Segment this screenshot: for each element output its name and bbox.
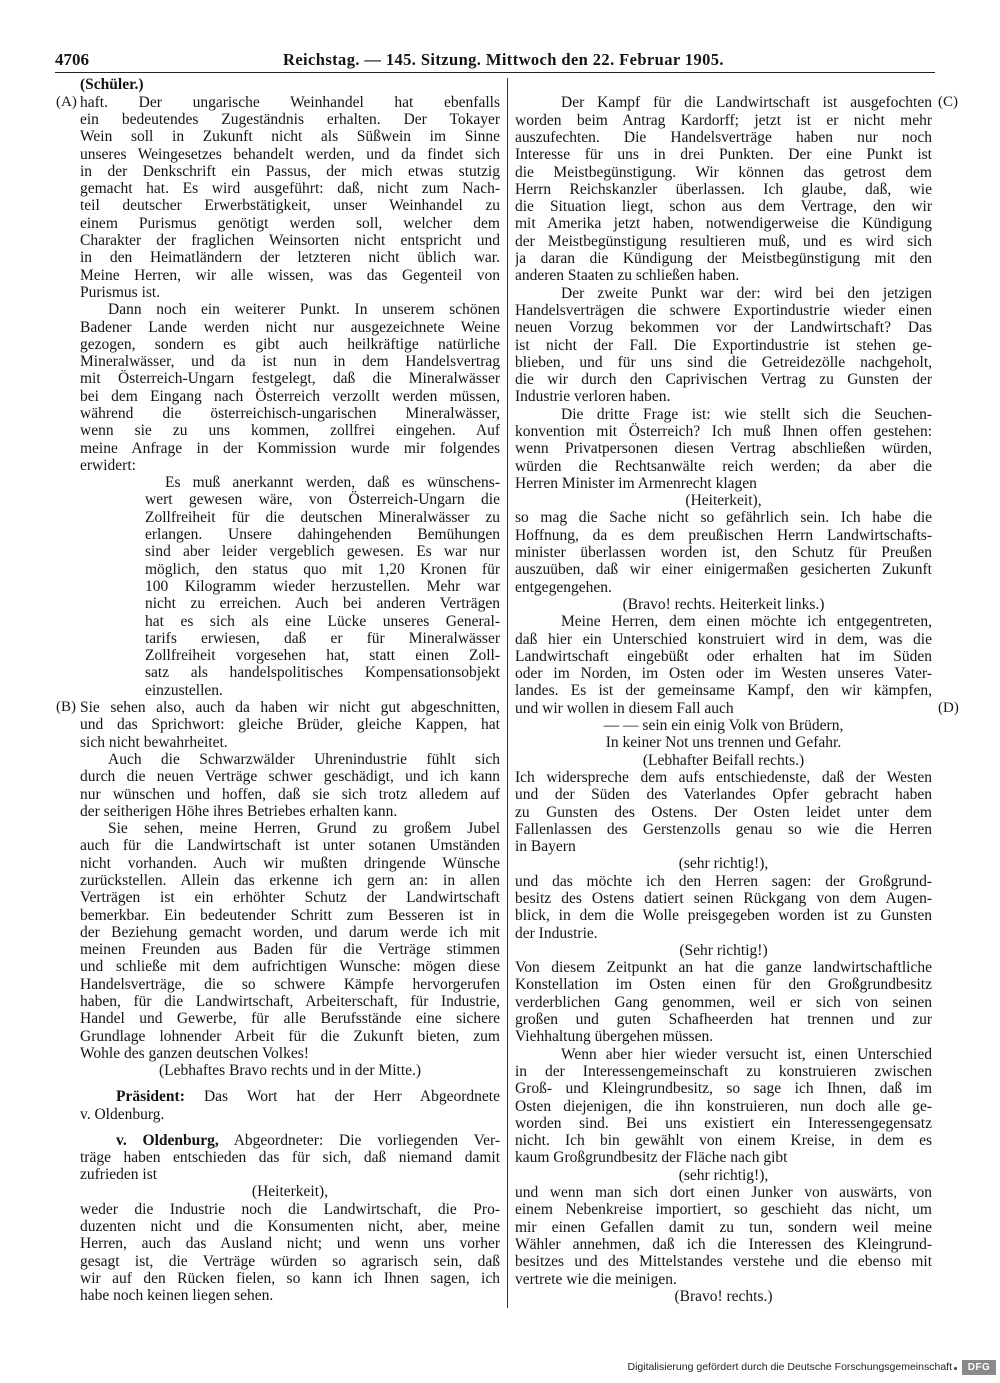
quoted-text-line: satz als handelspolitisches Kompensationsobjekt <box>145 664 500 682</box>
text-line: verderblichen Gang genommen, weil er sich von seinen <box>515 993 932 1011</box>
text-line: während die österreichisch-ungarischen Mineralwässer, <box>80 404 500 422</box>
text-line: erwidert: <box>80 456 136 474</box>
separator-dot <box>954 1367 957 1370</box>
interjection-line: (Sehr richtig!) <box>679 941 768 959</box>
text-line: großen und guten Schafheerden hat trennen und zur <box>515 1011 932 1029</box>
text-line: Purismus ist. <box>80 283 161 301</box>
text-line: Mineralwässer, und da ist nun in dem Handelsvertrag <box>80 353 500 371</box>
text-line: meinen Freunden aus Baden für die Verträge stimmen <box>80 941 500 959</box>
speaker-name: Präsident: <box>116 1088 185 1106</box>
quoted-text-line: sind aber leider vergeblich gewesen. Es war nur <box>145 543 500 561</box>
text-line: gesagt ist, die Verträge würden so agrarisch sein, daß <box>80 1252 500 1270</box>
text-line: Viehhaltung übergehen müssen. <box>515 1028 714 1046</box>
text-line: so mag die Sache nicht so gefährlich sein. Ich habe die <box>515 509 932 527</box>
text-line: gezogen, sondern es gibt auch heilkräftige natürliche <box>80 335 500 353</box>
text-line: Meine Herren, wir alle wissen, was das Gegenteil von <box>80 266 500 284</box>
text-line: wenn sie zu uns kommen, zollfrei eingehen. Auf <box>80 422 500 440</box>
text-line: die wir durch den Caprivischen Vertrag zu Gunsten der <box>515 371 932 389</box>
text-line: Herren, auch das Ausland nicht; und wenn uns vorher <box>80 1235 500 1253</box>
paragraph-first-line: Der Kampf für die Landwirtschaft ist ausgefochten <box>561 94 932 112</box>
text-line: der Industrie. <box>515 924 598 942</box>
text-line: Wein soll in Zukunft nicht als Süßwein im Sinne <box>80 128 500 146</box>
text-line: Interesse für uns in drei Punkten. Der eine Punkt ist <box>515 146 932 164</box>
text-line: der Beziehung gemacht worden, und darum werde ich mit <box>80 923 500 941</box>
text-line: auszufechten. Die Handelsverträge haben nur noch <box>515 128 932 146</box>
text-line: zufrieden ist <box>80 1166 158 1184</box>
text-line: mir einen Gefallen damit zu tun, sondern weil meine <box>515 1218 932 1236</box>
text-line: nicht. Ich bin gewählt von einem Kreise, in dem es <box>515 1132 932 1150</box>
text-line: minister überlassen worden ist, den Schutz für Preußen <box>515 544 932 562</box>
text-line: Verträgen ist ein erhöhter Schutz der Landwirtschaft <box>80 889 500 907</box>
text-line: unseres Weingesetzes behandelt werden, und da findet sich <box>80 145 500 163</box>
interjection-line: (Bravo! rechts.) <box>674 1287 773 1305</box>
text-line: Ich widerspreche dem aufs entschiedenste, daß der Westen <box>515 768 932 786</box>
page-number: 4706 <box>55 50 89 69</box>
text-line: bei dem Eingang nach Österreich verzollt werden müssen, <box>80 387 500 405</box>
text-line: haft. Der ungarische Weinhandel hat ebenfalls <box>80 93 500 111</box>
column-divider <box>507 78 508 1308</box>
text-line: weder die Industrie noch die Landwirtschaft, die Pro- <box>80 1200 500 1218</box>
text-line: blieben, und für uns sind die Getreidezölle nachgeholt, <box>515 353 932 371</box>
text-line: zu Gunsten des Ostens. Der Osten leidet unter dem <box>515 803 932 821</box>
text-line: Landwirtschaft eingebüßt oder erhalten hat im Süden <box>515 647 932 665</box>
text-line: entgegengehen. <box>515 578 612 596</box>
text-line: der Meistbegünstigung resultieren muß, und es wird sich <box>515 232 932 250</box>
interjection-line: In keiner Not uns trennen und Gefahr. <box>605 734 842 752</box>
paragraph-first-line: Die dritte Frage ist: wie stellt sich die Seuchen- <box>561 405 932 423</box>
speaker-line <box>80 1132 500 1149</box>
interjection-line: (sehr richtig!), <box>678 855 769 873</box>
text-line: Wohle des ganzen deutschen Volkes! <box>80 1044 309 1062</box>
margin-mark-b: (B) <box>56 699 76 715</box>
quoted-text-line: 100 Kilogramm wieder herzustellen. Mehr war <box>145 577 500 595</box>
paragraph-first-line: Meine Herren, dem einen möchte ich entgegentreten, <box>561 613 932 631</box>
text-line: die Meistbegünstigung. Wir können das getrost dem <box>515 163 932 181</box>
text-line: neuen Vorzug bekommen vor der Landwirtschaft? Das <box>515 319 932 337</box>
text-line: und wenn man sich dort einen Junker von auswärts, von <box>515 1184 932 1202</box>
text-line: in der Denkschrift ein Passus, der mich etwas stutzig <box>80 162 500 180</box>
text-line: blick, in dem die Wolle preisgegeben worden ist zu Gunsten <box>515 907 932 925</box>
quoted-text-line: erlangen. Unsere dahingehenden Bemühungen <box>145 526 500 544</box>
quoted-text-line: nicht zu erreichen. Auch bei anderen Verträgen <box>145 595 500 613</box>
interjection-line: (Heiterkeit), <box>251 1183 329 1201</box>
text-line: mit Amerika jetzt haben, notwendigerweise die Kündigung <box>515 215 932 233</box>
text-line: durch die neuen Verträge schwer geschädigt, und ich kann <box>80 768 500 786</box>
text-line: vertrete wie die meinigen. <box>515 1270 677 1288</box>
text-line: worden beim Antrag Kardorff; jetzt ist er nicht mehr <box>515 111 932 129</box>
text-line: oder im Norden, im Osten oder im Westen unseres Vater- <box>515 665 932 683</box>
text-line: und schließe mit dem aufrichtigen Wunsche: mögen diese <box>80 958 500 976</box>
paragraph-first-line: Der zweite Punkt war der: wird bei den jetzigen <box>561 284 932 302</box>
interjection-line: (Bravo! rechts. Heiterkeit links.) <box>622 595 825 613</box>
text-line: duzenten nicht und die Konsumenten nicht, aber, meine <box>80 1218 500 1236</box>
paragraph-first-line: Sie sehen, meine Herren, Grund zu großem Jubel <box>108 820 500 838</box>
paragraph-first-line: Wenn aber hier wieder versucht ist, einen Unterschied <box>561 1045 932 1063</box>
text-line: Herrn Reichskanzler überlassen. Ich glaube, daß, wie <box>515 180 932 198</box>
text-line: die Situation liegt, schon aus dem Vertrage, den wir <box>515 198 932 216</box>
left-text-column <box>80 76 500 1304</box>
text-line: Groß- und Kleingrundbesitz, so sage ich Ihnen, daß im <box>515 1080 932 1098</box>
text-line: Wähler annehmen, daß ich die Interessen des Kleingrund- <box>515 1235 932 1253</box>
quoted-text-line: hat es sich als eine Lücke unseres General- <box>145 612 500 630</box>
interjection-line: (Heiterkeit), <box>685 492 762 510</box>
text-line: auch für die Landwirtschaft ist unter sotanen Umständen <box>80 837 500 855</box>
text-line: sich nicht bewahrheitet. <box>80 733 228 751</box>
header-rule <box>55 72 935 73</box>
text-line: in der Interessengemeinschaft zu konstruieren zwischen <box>515 1062 932 1080</box>
quoted-text-line: Es muß anerkannt werden, daß es wünschens- <box>165 474 500 492</box>
text-line: Osten diejenigen, die ihn konstruieren, nun doch alle ge- <box>515 1097 932 1115</box>
speaker-heading: (Schüler.) <box>80 76 144 94</box>
text-line: Charakter der fraglichen Weinsorten nicht entspricht und <box>80 232 500 250</box>
text-line: landes. Es ist der gemeinsame Kampf, den wir kämpfen, <box>515 682 932 700</box>
text-line: v. Oldenburg. <box>80 1105 165 1123</box>
text-line: zurückstellen. Allein das erkenne ich gern an: in allen <box>80 872 500 889</box>
text-line: meine Anfrage in der Kommission wurde mir folgendes <box>80 439 500 457</box>
text-line: Handelsverträgen die schwere Exportindustrie wieder einen <box>515 301 932 319</box>
text-line: der seitherigen Höhe ihres Betriebes erhalten kann. <box>80 802 398 820</box>
speaker-line <box>80 1088 500 1105</box>
text-line: auszuüben, daß wir einer einigermaßen gesicherten Zukunft <box>515 561 932 579</box>
quoted-text-line: Zollfreiheit vorgesehen hat, statt einen Zoll- <box>145 647 500 665</box>
text-line: in Bayern <box>515 838 576 856</box>
quoted-text-line: Zollfreiheit für die deutschen Mineralwässer zu <box>145 508 500 526</box>
speaker-text: Das Wort hat der Herr Abgeordnete <box>184 1088 500 1106</box>
text-line: haben, für die Landwirtschaft, Arbeiterschaft, für Industrie, <box>80 993 500 1011</box>
text-line: nicht vorhanden. Auch wir mußten dringende Wünsche <box>80 854 500 872</box>
speaker-name: v. Oldenburg, <box>116 1131 219 1149</box>
text-line: Von diesem Zeitpunkt an hat die ganze landwirtschaftliche <box>515 959 932 977</box>
text-line: anderen Staaten zu schließen haben. <box>515 267 740 285</box>
paragraph-first-line: Auch die Schwarzwälder Uhrenindustrie fühlt sich <box>108 750 500 768</box>
text-line: Handel und Gewerbe, für alle Berufsstände eine sichere <box>80 1010 500 1028</box>
text-line: gemacht hat. Es wird ausgeführt: daß, nicht zum Nach- <box>80 180 500 198</box>
text-line: mit Österreich-Ungarn festgelegt, daß die Mineralwässer <box>80 370 500 388</box>
text-line: einem Nebenkreise importiert, so geschieht das nicht, um <box>515 1201 932 1219</box>
text-line: Konstellation im Osten einen für den Großgrundbesitz <box>515 976 932 994</box>
text-line: bemerkbar. Ein bedeutender Schritt zum Besseren ist in <box>80 906 500 924</box>
speaker-text: Abgeordneter: Die vorliegenden Ver- <box>218 1131 500 1149</box>
interjection-line: (Lebhaftes Bravo rechts und in der Mitte.) <box>158 1062 422 1080</box>
margin-mark-a: (A) <box>56 93 77 110</box>
text-line: daß hier ein Unterschied konstruiert wird in dem, was die <box>515 630 932 648</box>
text-line: Herren Minister im Armenrecht klagen <box>515 474 757 492</box>
text-line: Hoffnung, da es dem preußischen Herrn Landwirtschafts- <box>515 526 932 544</box>
text-line: ja daran die Kündigung der Meistbegünstigung mit den <box>515 250 932 268</box>
text-line: und das möchte ich den Herren sagen: der Großgrund- <box>515 872 932 890</box>
text-line: ist nicht der Fall. Die Exportindustrie ist stehen ge- <box>515 336 932 354</box>
text-line: konvention mit Österreich? Ich muß Ihnen offen gestehen: <box>515 422 932 440</box>
right-text-column <box>515 94 932 1305</box>
text-line: wir auf den Rücken fielen, so kann ich Ihnen sagen, ich <box>80 1269 500 1287</box>
text-line: Industrie verloren haben. <box>515 388 671 406</box>
text-line: nur wünschen und hoffen, daß sie sich trotz alledem auf <box>80 785 500 803</box>
text-line: teil deutscher Erwerbstätigkeit, unser Weinhandel zu <box>80 197 500 215</box>
text-line: Sie sehen also, auch da haben wir nicht gut abgeschnitten, <box>80 699 500 717</box>
text-line: und der Süden des Vaterlandes Opfer gebracht haben <box>515 786 932 804</box>
text-line: besitzes und des Mittelstandes verstehe und die ebenso mit <box>515 1253 932 1271</box>
text-line: habe noch keinen liegen sehen. <box>80 1287 274 1305</box>
text-line: besitz des Ostens datiert seinen Rückgang von dem Augen- <box>515 890 932 907</box>
text-line: träge haben entschieden das für sich, daß niemand damit <box>80 1148 500 1166</box>
quoted-text-line: einzustellen. <box>145 681 223 699</box>
text-line: Badener Lande werden nicht nur ausgezeichnete Weine <box>80 318 500 336</box>
text-line: Grundlage lohnender Arbeit für die Zukunft bieten, zum <box>80 1027 500 1045</box>
margin-mark-d: (D) <box>938 699 959 716</box>
text-line: worden sind. Bei uns existiert ein Interessengegensatz <box>515 1114 932 1132</box>
text-line: in den Heimatländern der letzteren nicht üblich war. <box>80 249 500 267</box>
text-line: Handelsverträge, die so schwere Kämpfe hervorgerufen <box>80 975 500 993</box>
interjection-line: (Lebhafter Beifall rechts.) <box>642 751 805 769</box>
text-line: und das Sprichwort: gleiche Brüder, gleiche Kappen, hat <box>80 716 500 734</box>
text-line: kaum Großgrundbesitz der Fläche nach gibt <box>515 1149 788 1167</box>
running-header-title: Reichstag. — 145. Sitzung. Mittwoch den 22. Februar 1905. <box>283 50 724 69</box>
interjection-line: — — sein ein einig Volk von Brüdern, <box>603 717 844 735</box>
text-line: einem Purismus genötigt werden soll, welcher dem <box>80 214 500 232</box>
paragraph-first-line: Dann noch ein weiterer Punkt. In unserem schönen <box>108 301 500 319</box>
text-line: ein bedeutendes Zugeständnis erhalten. Der Tokayer <box>80 110 500 128</box>
text-line: Fallenlassen des Gerstenzolls genau so wie die Herren <box>515 820 932 838</box>
digitization-credit: Digitalisierung gefördert durch die Deutsche Forschungsgemeinschaft <box>627 1361 952 1373</box>
margin-mark-c: (C) <box>938 94 958 111</box>
interjection-line: (sehr richtig!), <box>678 1166 769 1184</box>
quoted-text-line: wert gewesen wäre, von Österreich-Ungarn die <box>145 491 500 509</box>
text-line: würden die Rechtsanwälte reich werden; da aber die <box>515 457 932 475</box>
text-line: wenn Privatpersonen diesen Vertrag abschließen würden, <box>515 440 932 458</box>
dfg-logo: DFG <box>962 1360 996 1375</box>
text-line: und wir wollen in diesem Fall auch <box>515 699 734 717</box>
quoted-text-line: tarifs erwiesen, daß er für Mineralwässer <box>145 629 500 647</box>
quoted-text-line: möglich, den status quo mit 1,20 Kronen für <box>145 560 500 578</box>
